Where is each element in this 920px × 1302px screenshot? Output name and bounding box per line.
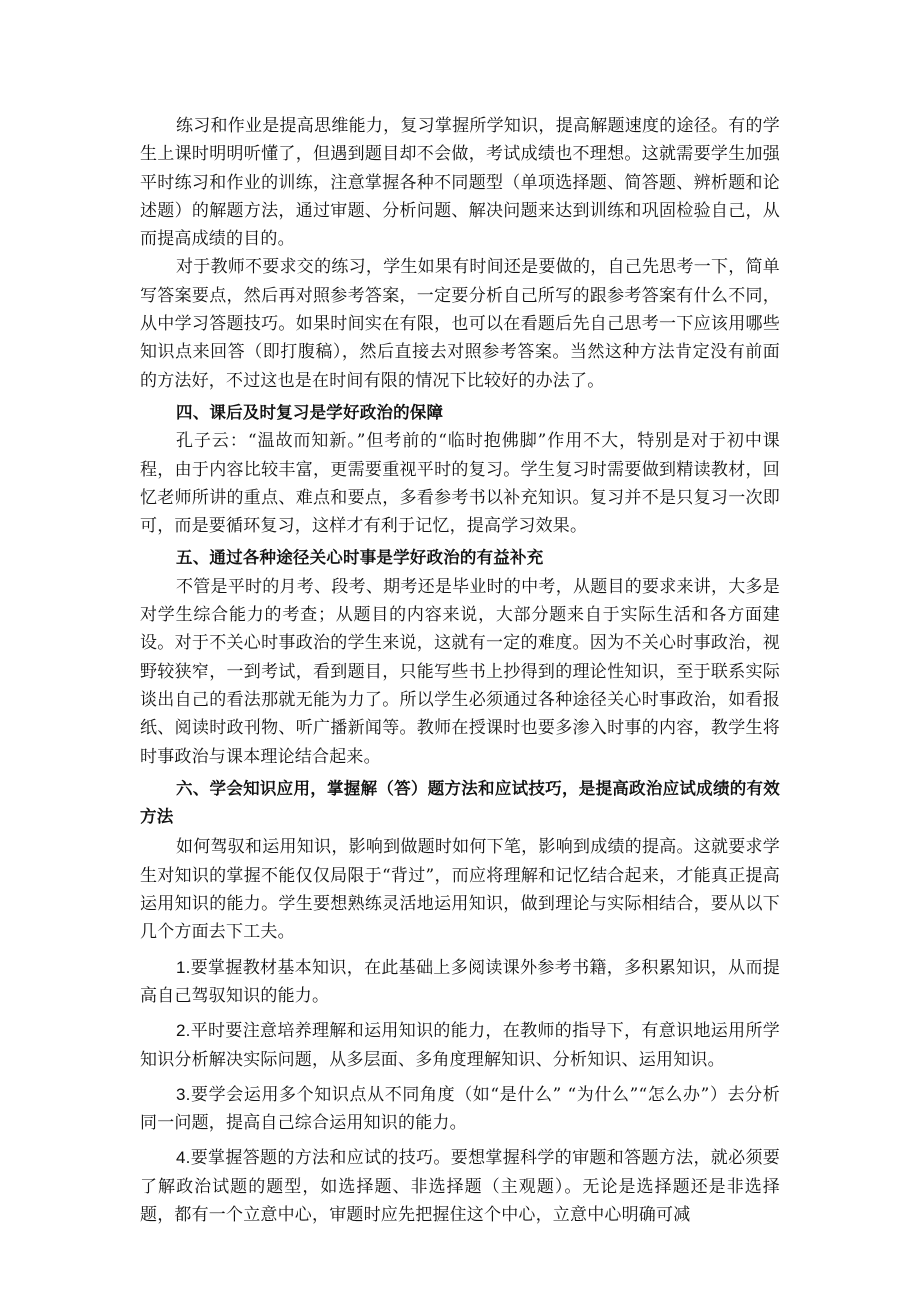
list-item-number: 2. bbox=[176, 1021, 191, 1041]
paragraph-knowledge-application: 如何驾驭和运用知识，影响到做题时如何下笔，影响到成绩的提高。这就要求学生对知识的掌握不能仅仅局限于“背过”，而应将理解和记忆结合起来，才能真正提高运用知识的能力。学生要想熟练灵活地运用知识，做到理论与实际相结合，要从以下几个方面去下工夫。 bbox=[140, 837, 780, 943]
list-item-3 bbox=[140, 1081, 780, 1138]
paragraph-practice: 练习和作业是提高思维能力，复习掌握所学知识，提高解题速度的途径。有的学生上课时明明听懂了，但遇到题目却不会做，考试成绩也不理想。这就需要学生加强平时练习和作业的训练，注意掌握各种不同题型（单项选择题、简答题、辨析题和论述题）的解题方法，通过审题、分析问题、解决问题来达到训练和巩固检验自己，从而提高成绩的目的。 bbox=[140, 116, 780, 250]
list-item-4 bbox=[140, 1144, 780, 1229]
list-item-2 bbox=[140, 1017, 780, 1074]
list-item-text: 平时要注意培养理解和运用知识的能力，在教师的指导下，有意识地运用所学知识分析解决实际问题，从多层面、多角度理解知识、分析知识、运用知识。 bbox=[140, 1021, 780, 1070]
section-heading-5: 五、通过各种途径关心时事是学好政治的有益补充 bbox=[176, 548, 544, 568]
section-heading-4: 四、课后及时复习是学好政治的保障 bbox=[176, 402, 444, 422]
paragraph-self-study: 对于教师不要求交的练习，学生如果有时间还是要做的，自己先思考一下，简单写答案要点，然后再对照参考答案，一定要分析自己所写的跟参考答案有什么不同，从中学习答题技巧。如果时间实在有限，也可以在看题后先自己思考一下应该用哪些知识点来回答（即打腹稿），然后直接去对照参考答案。当然这种方法肯定没有前面的方法好，不过这也是在时间有限的情况下比较好的办法了。 bbox=[140, 257, 780, 391]
paragraph-review: 孔子云：“温故而知新。”但考前的“临时抱佛脚”作用不大，特别是对于初中课程，由于内容比较丰富，更需要重视平时的复习。学生复习时需要做到精读教材，回忆老师所讲的重点、难点和要点，多看参考书以补充知识。复习并不是只复习一次即可，而是要循环复习，这样才有利于记忆，提高学习效果。 bbox=[140, 431, 780, 537]
list-item-number: 1. bbox=[176, 957, 191, 977]
list-item-text: 要掌握教材基本知识，在此基础上多阅读课外参考书籍，多积累知识，从而提高自己驾驭知识的能力。 bbox=[140, 957, 780, 1006]
paragraph-current-affairs: 不管是平时的月考、段考、期考还是毕业时的中考，从题目的要求来讲，大多是对学生综合能力的考查；从题目的内容来说，大部分题来自于实际生活和各方面建设。对于不关心时事政治的学生来说，这就有一定的难度。因为不关心时事政治，视野较狭窄，一到考试，看到题目，只能写些书上抄得到的理论性知识，至于联系实际谈出自己的看法那就无能为力了。所以学生必须通过各种途径关心时事政治，如看报纸、阅读时政刊物、听广播新闻等。教师在授课时也要多渗入时事的内容，教学生将时事政治与课本理论结合起来。 bbox=[140, 576, 780, 767]
list-item-text: 要学会运用多个知识点从不同角度（如“是什么” “为什么”“怎么办”）去分析同一问题，提高自己综合运用知识的能力。 bbox=[140, 1084, 780, 1134]
list-item-1 bbox=[140, 954, 780, 1011]
list-item-number: 4. bbox=[176, 1148, 191, 1168]
list-item-text: 要掌握答题的方法和应试的技巧。要想掌握科学的审题和答题方法，就必须要了解政治试题的题型，如选择题、非选择题（主观题）。无论是选择题还是非选择题，都有一个立意中心，审题时应先把握住这个中心，立意中心明确可减 bbox=[140, 1148, 780, 1225]
list-item-number: 3. bbox=[176, 1084, 191, 1104]
section-heading-6: 六、学会知识应用，掌握解（答）题方法和应试技巧，是提高政治应试成绩的有效方法 bbox=[140, 778, 780, 827]
